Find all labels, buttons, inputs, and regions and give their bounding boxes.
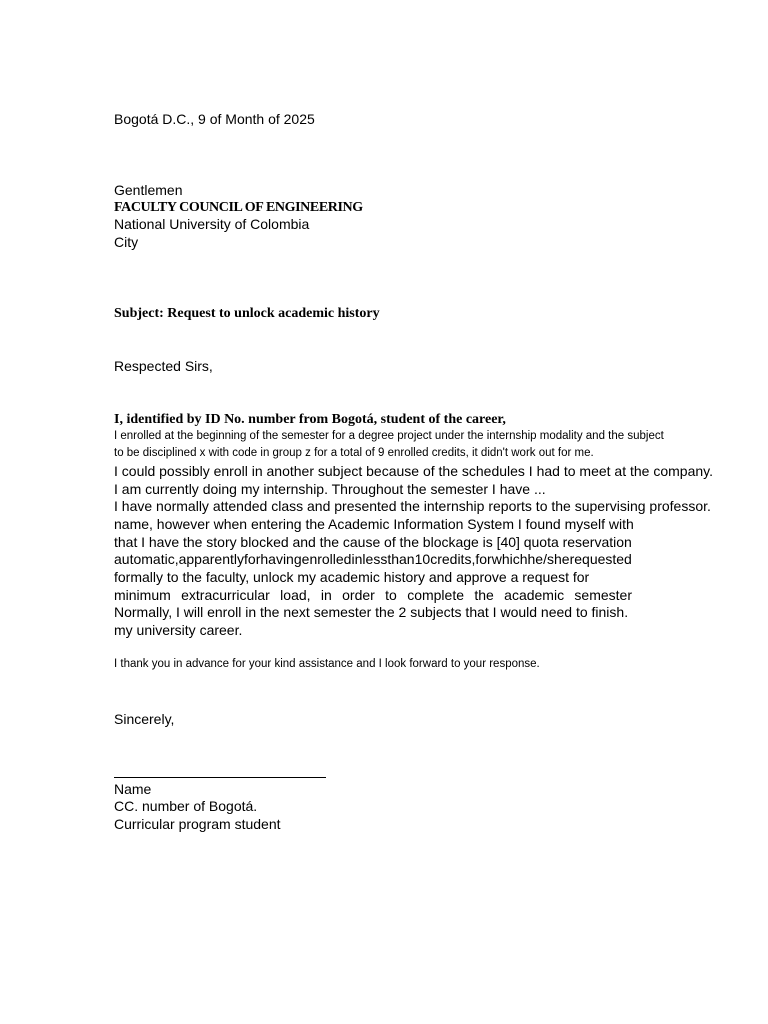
signature-name: Name bbox=[114, 781, 152, 797]
recipient-university: National University of Colombia bbox=[114, 216, 310, 232]
body-word: credits, bbox=[430, 551, 476, 567]
body-word: having bbox=[260, 551, 302, 567]
body-word: 10 bbox=[414, 551, 431, 567]
body-word: story bbox=[206, 534, 237, 550]
body-word: have bbox=[148, 534, 180, 550]
recipient-city: City bbox=[114, 234, 139, 250]
signature-line bbox=[114, 777, 326, 778]
body-word: requested bbox=[569, 551, 632, 567]
body-word: minimum bbox=[114, 587, 171, 603]
body-word: automatic, bbox=[114, 551, 179, 567]
body-word: academic bbox=[504, 587, 565, 603]
date-line: Bogotá D.C., 9 of Month of 2025 bbox=[114, 111, 315, 127]
body-line: I am currently doing my internship. Throughout the semester I have ... bbox=[114, 481, 546, 497]
thanks-line: I thank you in advance for your kind assistance and I look forward to your response. bbox=[114, 658, 540, 670]
body-word: quota bbox=[523, 534, 559, 550]
recipient-council: FACULTY COUNCIL OF ENGINEERING bbox=[114, 200, 363, 215]
body-word: in bbox=[320, 587, 332, 603]
body-word: is bbox=[482, 534, 493, 550]
body-line: to be disciplined x with code in group z for a total of 9 enrolled credits, it didn't work out for me. bbox=[114, 447, 594, 459]
closing: Sincerely, bbox=[114, 711, 175, 727]
body-word: less bbox=[362, 551, 388, 567]
body-line: Normally, I will enroll in the next semester the 2 subjects that I would need to finish. bbox=[114, 604, 629, 620]
signature-role: Curricular program student bbox=[114, 816, 281, 832]
body-word: reservation bbox=[562, 534, 632, 550]
body-line: formally to the faculty, unlock my academic history and approve a request for bbox=[114, 569, 590, 585]
body-word: enrolled bbox=[301, 551, 352, 567]
signature-id: CC. number of Bogotá. bbox=[114, 798, 258, 814]
body-line bbox=[114, 534, 632, 551]
body-word: the bbox=[399, 534, 419, 550]
body-word: apparently bbox=[178, 551, 244, 567]
body-line: I have normally attended class and presented the internship reports to the supervising professor. bbox=[114, 498, 711, 514]
body-word: blocked bbox=[240, 534, 289, 550]
recipient-salutation: Gentlemen bbox=[114, 182, 183, 198]
body-word: he/she bbox=[527, 551, 570, 567]
body-word: order bbox=[342, 587, 375, 603]
body-word: the bbox=[474, 587, 494, 603]
body-word: of bbox=[384, 534, 396, 550]
body-word: complete bbox=[407, 587, 464, 603]
body-word: semester bbox=[574, 587, 632, 603]
body-word: [40] bbox=[496, 534, 520, 550]
body-word: the bbox=[319, 534, 340, 550]
body-word: the bbox=[183, 534, 203, 550]
body-word: cause bbox=[342, 534, 381, 550]
body-line bbox=[114, 551, 632, 568]
body-word: than bbox=[387, 551, 415, 567]
body-word: extracurricular bbox=[181, 587, 270, 603]
body-word: in bbox=[351, 551, 363, 567]
intro-line: I, identified by ID No. number from Bogotá, student of the career, bbox=[114, 412, 506, 427]
body-word: to bbox=[385, 587, 397, 603]
body-word: that bbox=[114, 534, 138, 550]
greeting: Respected Sirs, bbox=[114, 358, 213, 374]
body-line: I could possibly enroll in another subject because of the schedules I had to meet at the company. bbox=[114, 463, 713, 479]
body-word: for bbox=[475, 551, 492, 567]
body-word: I bbox=[141, 534, 146, 550]
body-word: for bbox=[244, 551, 261, 567]
body-word: blockage bbox=[422, 534, 479, 550]
body-line: my university career. bbox=[114, 622, 243, 638]
body-word: load, bbox=[280, 587, 311, 603]
body-line: I enrolled at the beginning of the semester for a degree project under the internship modality and the subject bbox=[114, 430, 664, 442]
body-word: which bbox=[491, 551, 528, 567]
body-line bbox=[114, 587, 632, 604]
subject-line: Subject: Request to unlock academic history bbox=[114, 306, 380, 321]
body-line: name, however when entering the Academic Information System I found myself with bbox=[114, 516, 634, 532]
body-word: and bbox=[292, 534, 316, 550]
